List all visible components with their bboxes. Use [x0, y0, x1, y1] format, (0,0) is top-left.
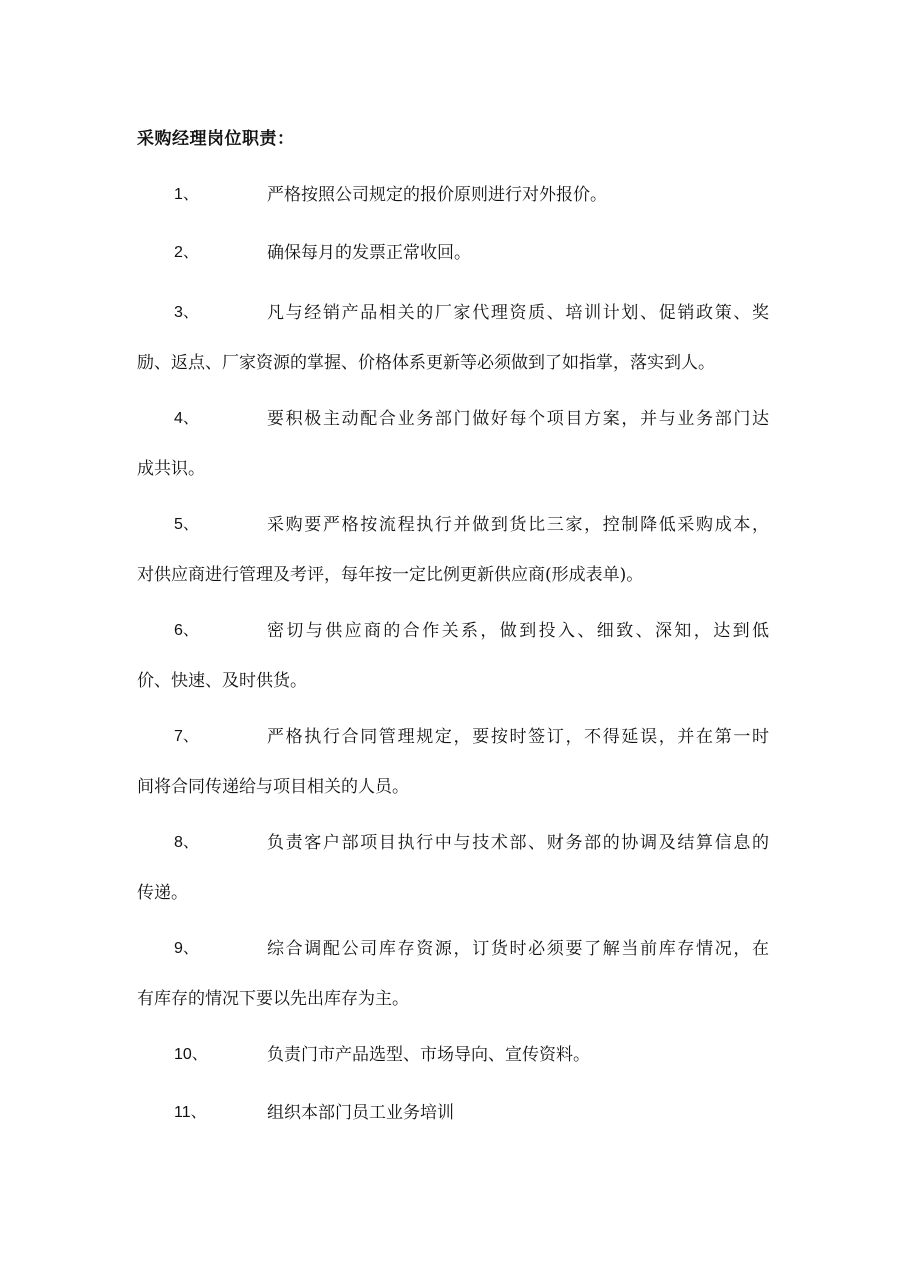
item-text: 采购要严格按流程执行并做到货比三家，控制降低采购成本， — [267, 515, 769, 535]
item-number: 2、 — [174, 244, 199, 261]
item-number: 6、 — [174, 622, 199, 639]
item-text-continued: 成共识。 — [137, 459, 205, 479]
item-text: 密切与供应商的合作关系，做到投入、细致、深知，达到低 — [267, 621, 769, 641]
item-text: 凡与经销产品相关的厂家代理资质、培训计划、促销政策、奖 — [267, 303, 769, 323]
item-number: 8、 — [174, 834, 199, 851]
item-number: 10、 — [174, 1046, 208, 1063]
item-number: 5、 — [174, 516, 199, 533]
item-text-continued: 价、快速、及时供货。 — [137, 671, 307, 691]
item-number: 7、 — [174, 728, 199, 745]
item-text: 严格按照公司规定的报价原则进行对外报价。 — [267, 185, 607, 205]
item-text-continued: 传递。 — [137, 883, 188, 903]
item-text: 要积极主动配合业务部门做好每个项目方案，并与业务部门达 — [267, 409, 769, 429]
item-text: 负责客户部项目执行中与技术部、财务部的协调及结算信息的 — [267, 833, 769, 853]
document-title: 采购经理岗位职责： — [137, 129, 295, 149]
item-number: 3、 — [174, 304, 199, 321]
item-text: 负责门市产品选型、市场导向、宣传资料。 — [267, 1045, 590, 1065]
item-text-continued: 对供应商进行管理及考评，每年按一定比例更新供应商(形成表单)。 — [137, 565, 644, 585]
item-text: 组织本部门员工业务培训 — [267, 1103, 454, 1123]
item-number: 1、 — [174, 186, 199, 203]
item-text: 综合调配公司库存资源，订货时必须要了解当前库存情况，在 — [267, 939, 769, 959]
item-text-continued: 励、返点、厂家资源的掌握、价格体系更新等必须做到了如指掌，落实到人。 — [137, 353, 715, 373]
item-number: 11、 — [174, 1104, 207, 1121]
item-text: 确保每月的发票正常收回。 — [267, 243, 471, 263]
item-text-continued: 间将合同传递给与项目相关的人员。 — [137, 777, 409, 797]
item-text-continued: 有库存的情况下要以先出库存为主。 — [137, 989, 409, 1009]
item-number: 4、 — [174, 410, 199, 427]
item-text: 严格执行合同管理规定，要按时签订，不得延误，并在第一时 — [267, 727, 769, 747]
item-number: 9、 — [174, 940, 199, 957]
